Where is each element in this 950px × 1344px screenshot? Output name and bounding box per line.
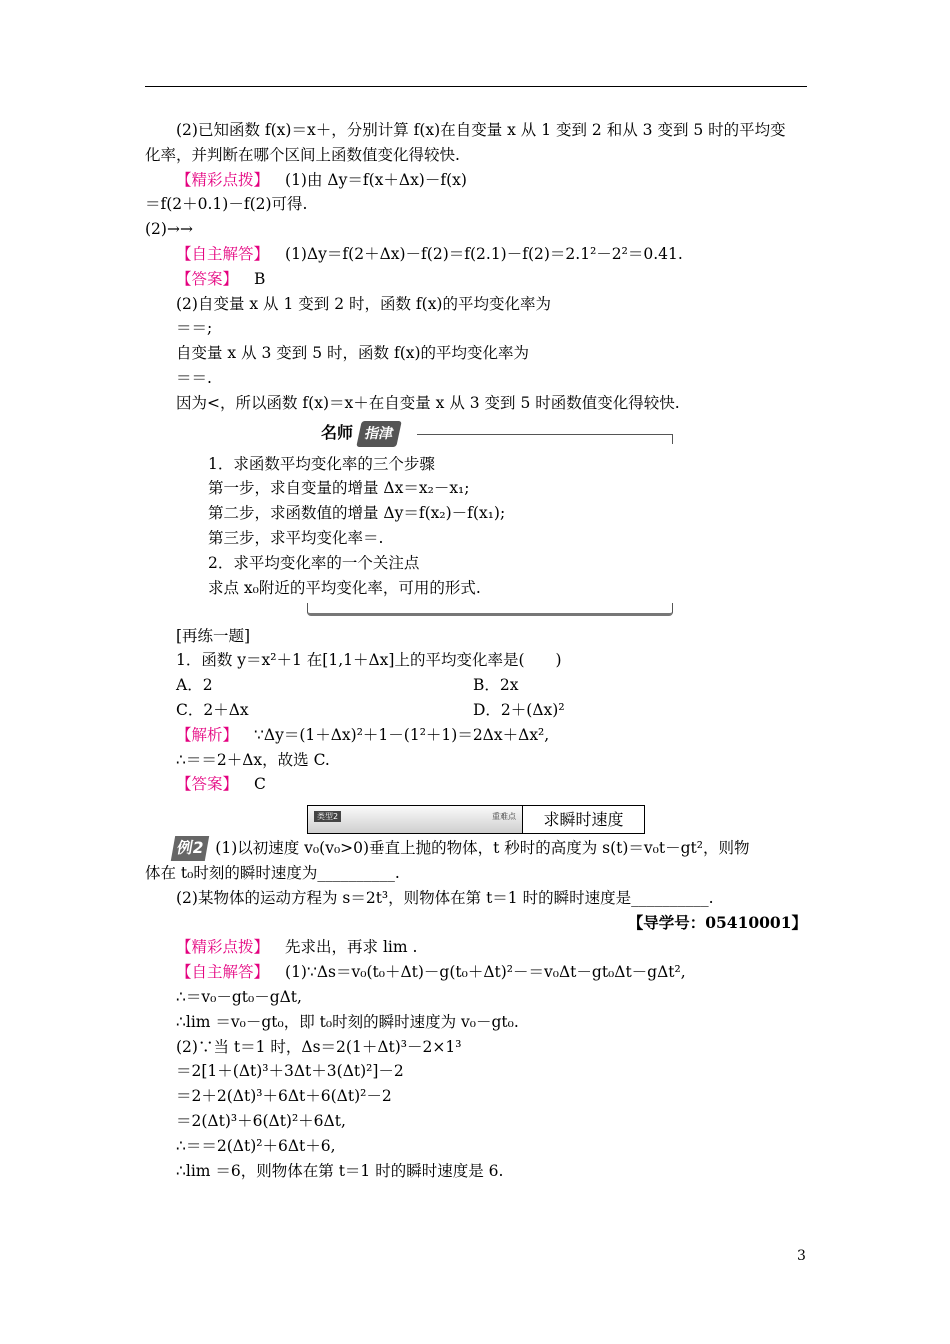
analysis-tag: 【解析】	[176, 725, 239, 744]
tips-line	[145, 935, 807, 960]
answer-value: B	[254, 269, 266, 288]
mingshi-line: 第一步，求自变量的增量 Δx＝x₂－x₁;	[208, 479, 470, 498]
practice-question: 1．函数 y＝x²＋1 在[1,1＋Δx]上的平均变化率是( )	[176, 651, 562, 670]
options-row	[145, 673, 807, 698]
answer-line	[145, 267, 807, 292]
answer-tag: 【答案】	[176, 269, 239, 288]
text-line: ＝2(Δt)³＋6(Δt)²＋6Δt,	[176, 1111, 346, 1130]
text-line: ＝2＋2(Δt)³＋6Δt＋6(Δt)²－2	[176, 1087, 392, 1106]
text-line: (2)自变量 x 从 1 变到 2 时，函数 f(x)的平均变化率为	[176, 294, 551, 313]
text-line: ＝2[1＋(Δt)³＋3Δt＋3(Δt)²]－2	[176, 1062, 404, 1081]
type-banner	[307, 805, 645, 834]
analysis-text: ∵Δy＝(1＋Δx)²＋1－(1²＋1)＝2Δx＋Δx²,	[254, 725, 550, 744]
mingshi-title	[321, 420, 399, 446]
option-d: D．2＋(Δx)²	[473, 700, 565, 719]
example-badge: 例2	[171, 836, 210, 861]
option-b: B．2x	[473, 676, 519, 695]
mingshi-box	[208, 420, 673, 616]
option-a: A．2	[176, 676, 213, 695]
practice-title: [再练一题]	[176, 626, 251, 645]
text-line: 自变量 x 从 3 变到 5 时，函数 f(x)的平均变化率为	[176, 344, 530, 363]
page-number: 3	[797, 1248, 806, 1264]
answer-line	[145, 772, 807, 797]
banner-right-label: 重难点	[492, 812, 516, 822]
answer-tag: 【答案】	[176, 775, 239, 794]
mingshi-line: 第二步，求函数值的增量 Δy＝f(x₂)－f(x₁);	[208, 504, 506, 523]
option-c: C．2＋Δx	[176, 700, 249, 719]
banner-type: 类型2	[314, 811, 341, 822]
solve-line	[145, 242, 807, 267]
mingshi-body	[177, 452, 797, 601]
page-content	[145, 118, 807, 1183]
text-line: ＝＝;	[176, 319, 213, 338]
analysis-line	[145, 723, 807, 748]
text-line: (2)某物体的运动方程为 s＝2t³，则物体在第 t＝1 时的瞬时速度是__________.	[176, 888, 714, 907]
tips-line	[145, 168, 807, 193]
mingshi-line: 第三步，求平均变化率＝.	[208, 528, 384, 547]
text-line: 因为<，所以函数 f(x)＝x＋在自变量 x 从 3 变到 5 时函数值变化得较快.	[176, 393, 680, 412]
mingshi-line: 1．求函数平均变化率的三个步骤	[208, 454, 435, 473]
example-text: (1)以初速度 v₀(v₀>0)垂直上抛的物体，t 秒时的高度为 s(t)＝v₀t－gt²，则物	[215, 839, 750, 858]
ref-number: 【导学号：05410001】	[627, 912, 807, 932]
banner-label	[308, 806, 522, 833]
text-line: (2)→→	[145, 220, 193, 239]
text-line: ∴lim ＝6，则物体在第 t＝1 时的瞬时速度是 6.	[176, 1161, 504, 1180]
mingshi-line: 2．求平均变化率的一个关注点	[208, 553, 420, 572]
text-line: ＝f(2＋0.1)－f(2)可得.	[145, 195, 308, 214]
mingshi-line: 求点 x₀附近的平均变化率，可用的形式.	[208, 578, 481, 597]
options-row	[145, 698, 807, 723]
text-line: (2)∵当 t＝1 时，Δs＝2(1＋Δt)³－2×1³	[176, 1037, 462, 1056]
mingshi-title-a: 名师	[321, 422, 354, 442]
solve-line	[145, 960, 807, 985]
text-line: 体在 t₀时刻的瞬时速度为__________.	[145, 863, 400, 882]
example-line	[145, 836, 807, 861]
solve-tag: 【自主解答】	[176, 963, 270, 982]
text-line: ∴lim ＝v₀－gt₀，即 t₀时刻的瞬时速度为 v₀－gt₀.	[176, 1012, 519, 1031]
banner-title: 求瞬时速度	[522, 806, 644, 833]
tips-tag: 【精彩点拨】	[176, 170, 270, 189]
text-line: ∴＝＝2＋Δx，故选 C.	[176, 750, 330, 769]
solve-tag: 【自主解答】	[176, 244, 270, 263]
text-line: ∴＝＝2(Δt)²＋6Δt＋6,	[176, 1136, 336, 1155]
tips-text: (1)由 Δy＝f(x＋Δx)－f(x)	[285, 170, 467, 189]
solve-text: (1)Δy＝f(2＋Δx)－f(2)＝f(2.1)－f(2)＝2.1²－2²＝0.41.	[285, 244, 683, 263]
text-line: ∴＝v₀－gt₀－gΔt,	[176, 987, 302, 1006]
text-line: (2)已知函数 f(x)＝x＋，分别计算 f(x)在自变量 x 从 1 变到 2 和从 3 变到 5 时的平均变	[176, 121, 786, 139]
tips-text: 先求出，再求 lim .	[285, 938, 418, 957]
tips-tag: 【精彩点拨】	[176, 938, 270, 957]
text-line: ＝＝.	[176, 368, 212, 387]
solve-text: (1)∵Δs＝v₀(t₀＋Δt)－g(t₀＋Δt)²－＝v₀Δt－gt₀Δt－gΔt²,	[285, 963, 686, 982]
header-rule	[145, 86, 807, 87]
mingshi-title-b: 指津	[356, 421, 402, 447]
answer-value: C	[254, 775, 266, 794]
text-line: 化率，并判断在哪个区间上函数值变化得较快.	[145, 145, 460, 164]
